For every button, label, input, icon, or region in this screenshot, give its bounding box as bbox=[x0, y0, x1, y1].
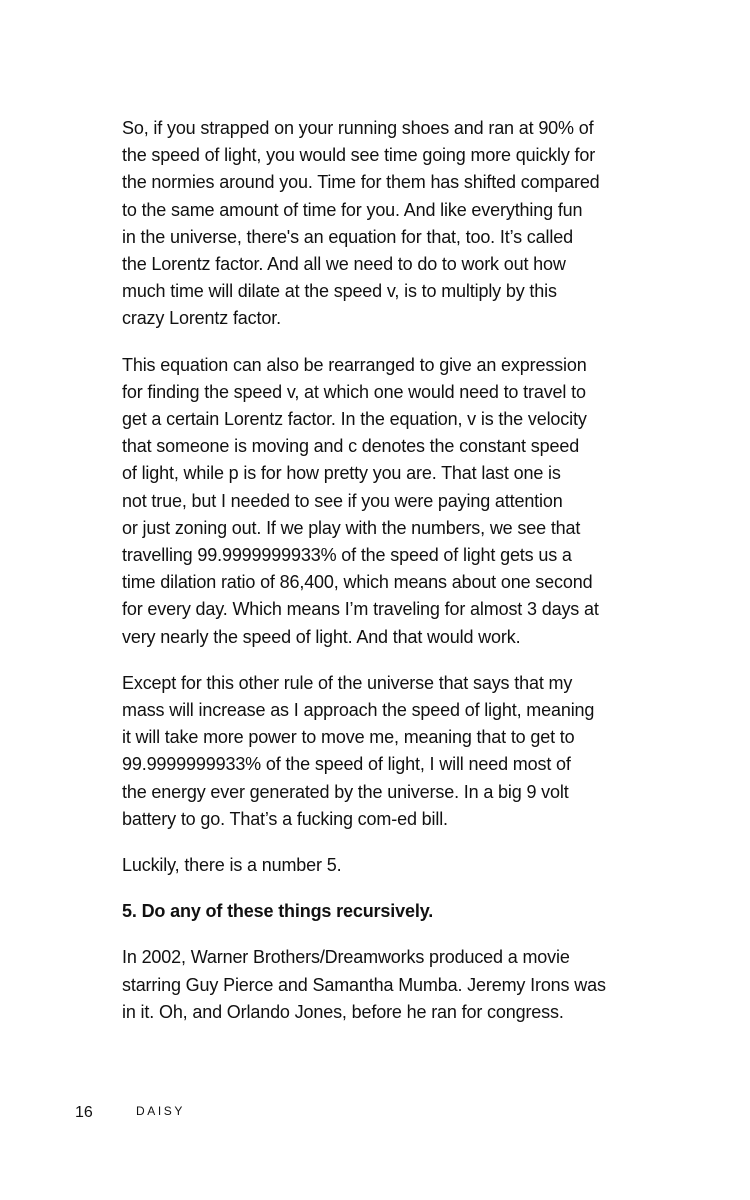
paragraph-number-five: Luckily, there is a number 5. bbox=[122, 855, 342, 876]
paragraph-lorentz-intro: So, if you strapped on your running shoes and ran at 90% of the speed of light, you would see time going more quickly for the normies around you. Time for them has shifted compared to the same amount of time for you. And like everything fun in the universe, there's an equation for that, too. It’s called the Lorentz factor. And all we need to do to work out how much time will dilate at the speed v, is to multiply by this crazy Lorentz factor. bbox=[122, 118, 600, 329]
paragraph-movie: In 2002, Warner Brothers/Dreamworks produced a movie starring Guy Pierce and Samantha Mumba. Jeremy Irons was in it. Oh, and Orlando Jones, before he ran for congress. bbox=[122, 947, 606, 1022]
page-number: 16 bbox=[75, 1104, 93, 1121]
paragraph-mass-increase: Except for this other rule of the universe that says that my mass will increase as I approach the speed of light, meaning it will take more power to move me, meaning that to get to 99.9999999933% of the speed of light, I will need most of the energy ever generated by the universe. In a big 9 volt battery to go. That’s a fucking com-ed bill. bbox=[122, 672, 595, 829]
paragraph-speed-equation: This equation can also be rearranged to give an expression for finding the speed v, at which one would need to travel to get a certain Lorentz factor. In the equation, v is the velocity that someone is moving and c denotes the constant speed of light, while p is for how pretty you are. That last one is not true, but I needed to see if you were paying attention or just zoning out. If we play with the numbers, we see that travelling 99.9999999933% of the speed of light gets us a time dilation ratio of 86,400, which means about one second for every day. Which means I’m traveling for almost 3 days at very nearly the speed of light. And that would work. bbox=[122, 354, 599, 647]
body-text bbox=[122, 115, 622, 1026]
section-heading-recursively: 5. Do any of these things recursively. bbox=[122, 901, 434, 922]
running-footer-title: DAISY bbox=[136, 1104, 186, 1118]
